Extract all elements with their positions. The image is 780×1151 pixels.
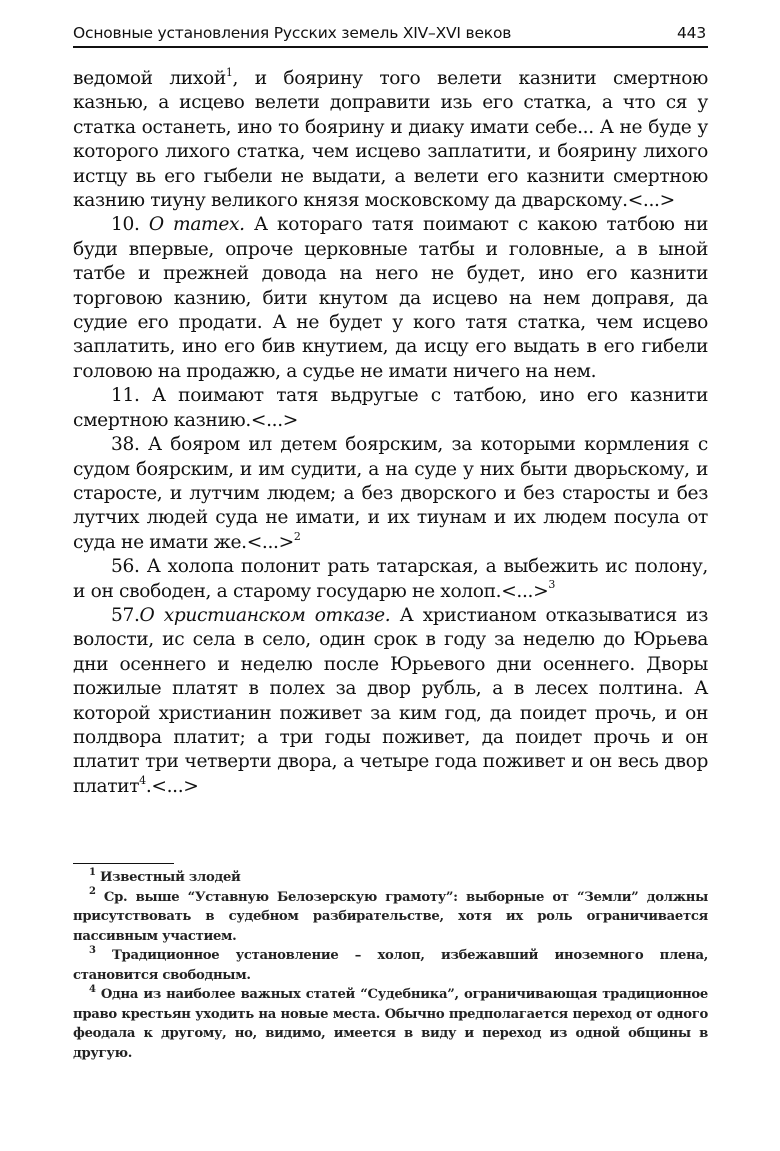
paragraph-text: ведомой лихой xyxy=(73,68,226,89)
article-text: А христианом отказыватися из волости, ис села в село, один срок в году за неделю до Юрьева дни осеннего и неделю после Юрьевого дни осеннего. Дворы пожилые платят в полех за двор рубль, а в лесех полтина. А которой христианин поживет за ким год, да поидет прочь, и он полдвора платит; а три годы поживет, да поидет прочь и он платит три четверти двора, а четыре года поживет и он весь двор платит xyxy=(73,604,709,797)
footnote-text: Ср. выше “Уставную Белозерскую грамоту”: выборные от “Земли” должны присутствовать в судебном разбирательстве, хотя их роль ограничивается пассивным участием. xyxy=(73,889,708,944)
footnote-number: 3 xyxy=(89,944,96,956)
footnote-text: Традиционное установление – холоп, избежавший иноземного плена, становится свободным. xyxy=(73,948,708,983)
footnote-ref: 4 xyxy=(139,773,146,787)
footnote-number: 2 xyxy=(89,886,96,898)
footnote-4 xyxy=(73,985,708,1063)
running-head-title: Основные установления Русских земель XIV–XVI веков xyxy=(73,24,512,42)
main-text xyxy=(73,67,708,799)
article-number: 38. xyxy=(111,434,140,456)
footnote-divider xyxy=(73,863,174,864)
article-heading: О татех. xyxy=(148,214,245,236)
footnote-ref: 2 xyxy=(293,529,301,543)
article-text-end: .<...> xyxy=(145,775,199,797)
page-number: 443 xyxy=(677,24,706,42)
article-text: А холопа полонит рать татарская, а выбежить ис полону, и он свободен, а старому государю не холоп.<...> xyxy=(73,556,708,602)
footnote-ref: 1 xyxy=(225,65,233,79)
article-text: А котораго татя поимают с какою татбою ни буди впервые, опроче церковные татбы и головные, а в ыной татбе и прежней довода на него не будет, ино его казнити торговою казнию, бити кнутом да исцево на нем доправя, да судие его продати. А не будет у кого татя статка, чем исцево заплатить, ино его бив кнутием, да исцу его выдать в его гибели головою на продажю, а судье не имати ничего на нем. xyxy=(73,214,709,382)
footnote-ref: 3 xyxy=(548,578,555,592)
article-number: 57. xyxy=(111,604,140,626)
footnote-number: 4 xyxy=(89,983,96,995)
article-heading: О христианском отказе. xyxy=(139,604,391,626)
article-text: А поимают татя вьдругые с татбою, ино его казнити смертною казнию.<...> xyxy=(73,385,708,431)
footnote-2 xyxy=(73,888,708,947)
article-number: 10. xyxy=(111,214,140,236)
article-number: 56. xyxy=(111,556,140,578)
footnote-3 xyxy=(73,946,708,985)
paragraph-continued xyxy=(73,67,708,213)
footnote-text: Одна из наиболее важных статей “Судебника”, ограничивающая традиционное право крестьян уходить на новые места. Обычно предполагается переход от одного феодала к другому, но, видимо, имеется в виду и переход из одной общины в другую. xyxy=(73,987,708,1061)
article-10 xyxy=(73,213,708,384)
footnote-text: Известный злодей xyxy=(95,870,241,885)
footnotes xyxy=(73,868,708,1063)
article-text: А бояром ил детем боярским, за которыми кормления с судом боярским, и им судити, а на суде у них быти дворьскому, и старосте, и лутчим людем; а без дворского и без старосты и без лутчих людей суда не имати, и их тиунам и их людем посула от суда не имати же.<...> xyxy=(73,434,708,553)
article-57 xyxy=(73,604,708,799)
article-56 xyxy=(73,555,708,604)
footnote-1 xyxy=(73,868,708,888)
footnote-number: 1 xyxy=(89,866,96,878)
article-number: 11. xyxy=(111,385,140,407)
paragraph-text: , и боярину того велети казнити смертною казнью, а исцево велети доправити изь его статка, а что ся у статка останеть, ино то боярину и диаку имати себе... А не буде у которого лихого статка, чем исцево заплатити, и боярину лихого истцу вь его гыбели не выдати, а велети его казнити смертною казнию тиуну великого князя московскому да дварскому.<...> xyxy=(73,68,708,212)
running-head xyxy=(73,20,708,48)
article-11 xyxy=(73,384,708,433)
article-38 xyxy=(73,433,708,555)
